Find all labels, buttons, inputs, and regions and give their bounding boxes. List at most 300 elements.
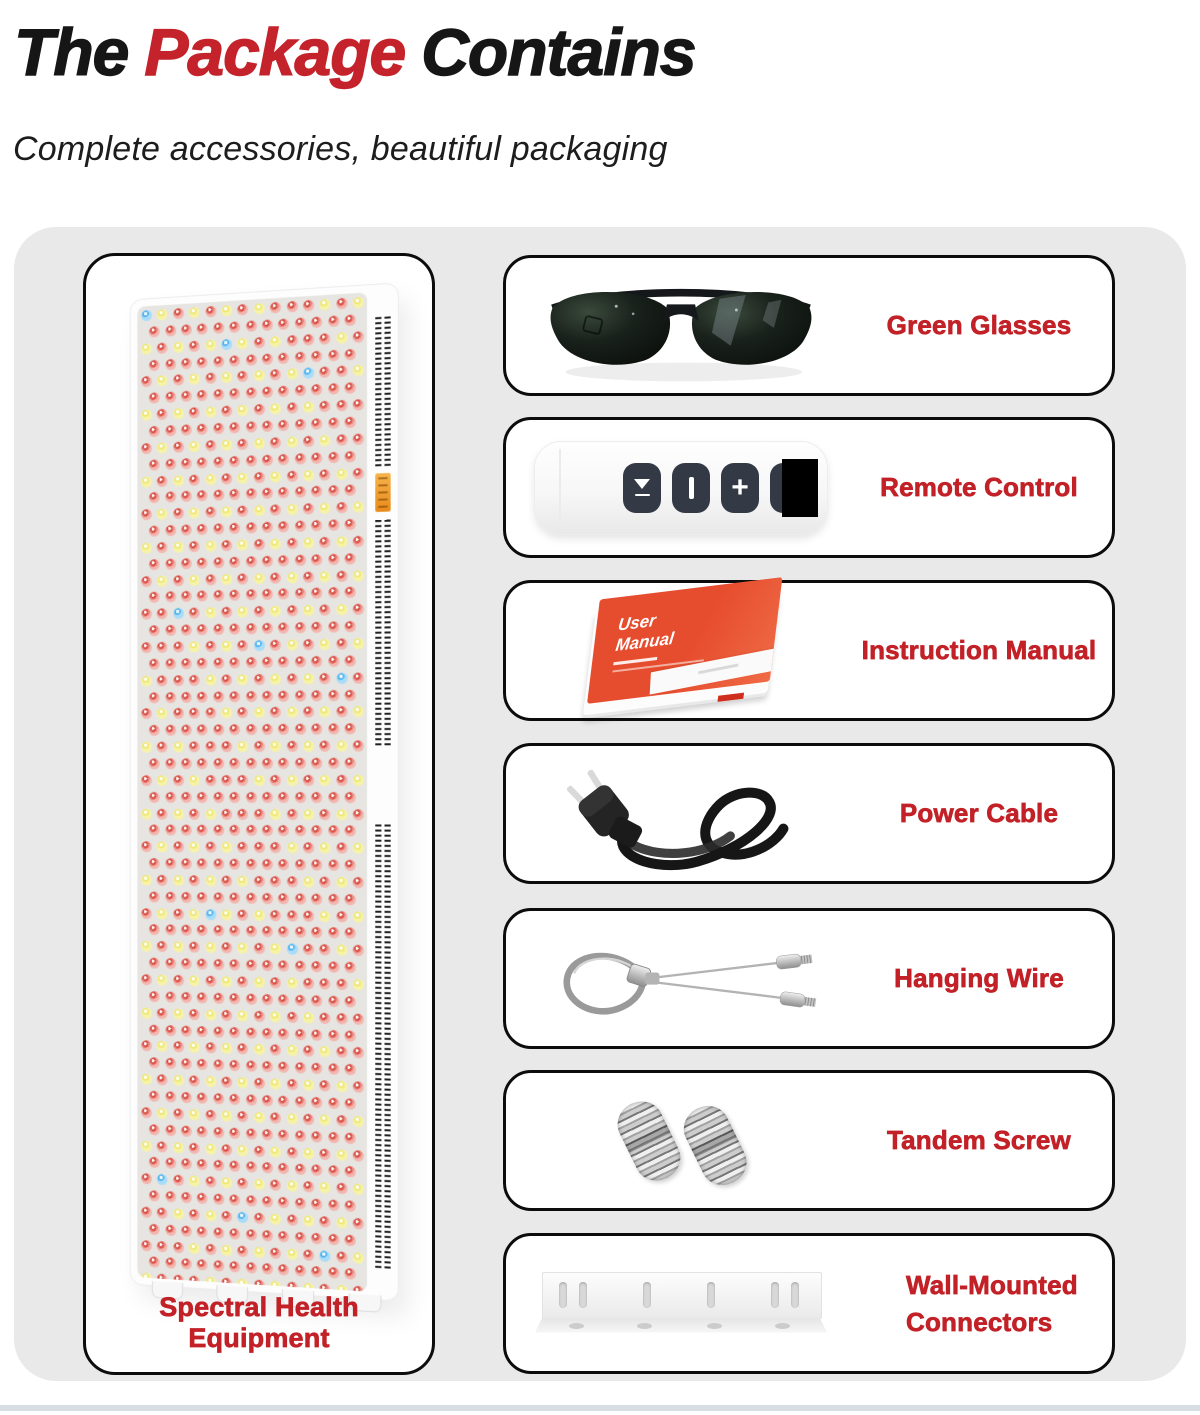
led-dot bbox=[295, 961, 306, 972]
led-dot bbox=[311, 486, 322, 497]
led-dot bbox=[311, 995, 322, 1006]
led-dot bbox=[149, 925, 160, 936]
led-dot bbox=[311, 384, 322, 396]
led-dot bbox=[181, 458, 192, 469]
led-dot bbox=[336, 298, 347, 310]
vent-strip-icon bbox=[375, 824, 390, 1271]
led-dot bbox=[246, 320, 257, 332]
led-dot bbox=[320, 809, 331, 820]
led-dot bbox=[311, 1131, 322, 1143]
led-dot bbox=[205, 574, 216, 585]
led-dot bbox=[295, 1198, 306, 1210]
led-dot bbox=[165, 925, 176, 936]
led-dot bbox=[238, 1144, 249, 1155]
led-dot bbox=[238, 909, 249, 920]
led-dot bbox=[141, 310, 152, 321]
led-dot bbox=[181, 524, 192, 535]
led-dot bbox=[353, 911, 364, 922]
led-dot bbox=[221, 708, 232, 719]
led-dot bbox=[270, 369, 281, 381]
led-dot bbox=[213, 1194, 224, 1206]
led-dot bbox=[295, 588, 306, 599]
led-dot bbox=[238, 506, 249, 517]
led-dot bbox=[287, 809, 298, 820]
led-dot bbox=[295, 1062, 306, 1073]
power-cable-image bbox=[516, 746, 846, 881]
led-dot bbox=[213, 423, 224, 434]
led-dot bbox=[189, 474, 200, 485]
led-dot bbox=[149, 825, 160, 836]
led-dot bbox=[157, 1207, 168, 1218]
title-word-1: The bbox=[14, 15, 129, 89]
led-dot bbox=[287, 572, 298, 583]
led-dot bbox=[221, 842, 232, 853]
led-dot bbox=[149, 1024, 160, 1035]
led-dot bbox=[246, 724, 257, 735]
bracket-hole bbox=[775, 1323, 790, 1329]
led-dot bbox=[165, 1025, 176, 1036]
led-dot bbox=[149, 1091, 160, 1102]
led-dot bbox=[197, 959, 208, 970]
led-dot bbox=[303, 910, 314, 921]
led-dot bbox=[205, 842, 216, 853]
led-dot bbox=[328, 758, 339, 769]
led-dot bbox=[336, 468, 347, 480]
led-dot bbox=[262, 859, 273, 870]
bracket-hole bbox=[637, 1323, 652, 1329]
led-dot bbox=[157, 409, 168, 420]
led-dot bbox=[303, 300, 314, 312]
led-dot bbox=[213, 389, 224, 400]
led-dot bbox=[278, 994, 289, 1005]
led-dot bbox=[238, 472, 249, 483]
led-dot bbox=[165, 958, 176, 969]
led-dot bbox=[270, 572, 281, 583]
led-dot bbox=[353, 1081, 364, 1093]
led-dot bbox=[213, 1227, 224, 1239]
led-dot bbox=[303, 876, 314, 887]
led-dot bbox=[141, 443, 152, 454]
led-dot bbox=[311, 724, 322, 735]
led-dot bbox=[205, 1043, 216, 1054]
led-dot bbox=[157, 1141, 168, 1152]
led-dot bbox=[197, 557, 208, 568]
led-dot bbox=[336, 979, 347, 990]
led-dot bbox=[238, 1010, 249, 1021]
led-dot bbox=[353, 1252, 364, 1264]
led-dot bbox=[295, 1265, 306, 1277]
led-dot bbox=[270, 1180, 281, 1192]
led-dot bbox=[173, 375, 184, 386]
led-dot bbox=[157, 609, 168, 620]
led-dot bbox=[295, 995, 306, 1006]
led-dot bbox=[181, 1159, 192, 1170]
led-dot bbox=[141, 1107, 152, 1118]
led-dot bbox=[221, 1077, 232, 1088]
led-dot bbox=[141, 908, 152, 919]
led-dot bbox=[197, 1226, 208, 1238]
led-dot bbox=[262, 792, 273, 803]
led-dot bbox=[246, 825, 257, 836]
led-dot bbox=[197, 457, 208, 468]
led-dot bbox=[320, 503, 331, 514]
led-dot bbox=[246, 522, 257, 533]
led-dot bbox=[205, 1009, 216, 1020]
led-dot bbox=[303, 1080, 314, 1091]
led-dot bbox=[189, 708, 200, 719]
led-dot bbox=[320, 877, 331, 888]
led-dot bbox=[320, 1182, 331, 1194]
led-dot bbox=[229, 556, 240, 567]
led-dot bbox=[205, 976, 216, 987]
led-dot bbox=[246, 1094, 257, 1105]
led-dot bbox=[311, 1029, 322, 1040]
item-label-hanging-wire: Hanging Wire bbox=[894, 963, 1064, 993]
led-dot bbox=[353, 536, 364, 547]
led-dot bbox=[336, 1285, 347, 1292]
led-dot bbox=[141, 1041, 152, 1052]
led-dot bbox=[303, 978, 314, 989]
led-dot bbox=[353, 365, 364, 377]
led-dot bbox=[238, 1077, 249, 1088]
led-dot bbox=[165, 825, 176, 836]
led-dot bbox=[205, 607, 216, 618]
led-dot bbox=[157, 475, 168, 486]
led-dot bbox=[353, 843, 364, 854]
led-dot bbox=[141, 1240, 152, 1251]
led-dot bbox=[287, 1045, 298, 1056]
led-dot bbox=[345, 314, 356, 326]
item-card-remote-control bbox=[503, 417, 1115, 558]
led-dot bbox=[165, 625, 176, 636]
led-dot bbox=[205, 1143, 216, 1154]
led-dot bbox=[246, 1027, 257, 1038]
led-dot bbox=[221, 741, 232, 752]
led-dot bbox=[246, 556, 257, 567]
led-dot bbox=[165, 1125, 176, 1136]
led-dot bbox=[141, 343, 152, 354]
led-dot bbox=[197, 825, 208, 836]
led-dot bbox=[287, 639, 298, 650]
led-dot bbox=[205, 875, 216, 886]
led-dot bbox=[141, 642, 152, 653]
led-dot bbox=[254, 977, 265, 988]
led-dot bbox=[270, 606, 281, 617]
led-dot bbox=[311, 452, 322, 464]
led-dot bbox=[353, 1047, 364, 1059]
led-dot bbox=[229, 1261, 240, 1273]
led-dot bbox=[173, 642, 184, 653]
led-dot bbox=[328, 690, 339, 701]
led-dot bbox=[165, 758, 176, 769]
led-dot bbox=[295, 758, 306, 769]
led-dot bbox=[303, 842, 314, 853]
vent-strip-icon bbox=[375, 316, 390, 467]
led-dot bbox=[221, 1177, 232, 1188]
led-dot bbox=[278, 1096, 289, 1107]
led-dot bbox=[246, 960, 257, 971]
led-dot bbox=[165, 1091, 176, 1102]
led-dot bbox=[197, 624, 208, 635]
led-dot bbox=[205, 540, 216, 551]
led-dot bbox=[173, 908, 184, 919]
led-dot bbox=[205, 641, 216, 652]
led-dot bbox=[320, 1148, 331, 1160]
led-dot bbox=[181, 925, 192, 936]
led-dot bbox=[205, 1243, 216, 1255]
led-dot bbox=[270, 910, 281, 921]
led-dot bbox=[229, 993, 240, 1004]
led-dot bbox=[278, 724, 289, 735]
led-dot bbox=[270, 842, 281, 853]
led-dot bbox=[353, 1013, 364, 1024]
led-dot bbox=[353, 1150, 364, 1162]
led-dot bbox=[189, 1142, 200, 1153]
led-dot bbox=[197, 691, 208, 702]
equipment-caption: Spectral Health Equipment bbox=[159, 1292, 359, 1353]
led-dot bbox=[141, 841, 152, 852]
led-dot bbox=[336, 1013, 347, 1024]
led-dot bbox=[336, 536, 347, 547]
remote-control-image bbox=[516, 420, 846, 555]
led-dot bbox=[278, 318, 289, 330]
led-dot bbox=[311, 656, 322, 667]
led-dot bbox=[246, 1195, 257, 1207]
led-dot bbox=[262, 994, 273, 1005]
led-dot bbox=[345, 1132, 356, 1144]
led-dot bbox=[173, 508, 184, 519]
led-dot bbox=[353, 1218, 364, 1230]
led-dot bbox=[221, 607, 232, 618]
led-dot bbox=[270, 977, 281, 988]
led-dot bbox=[262, 960, 273, 971]
led-dot bbox=[320, 401, 331, 413]
led-dot bbox=[278, 758, 289, 769]
led-dot bbox=[345, 553, 356, 564]
led-dot bbox=[254, 337, 265, 349]
hanging-wire-image bbox=[516, 911, 846, 1046]
led-dot bbox=[328, 792, 339, 803]
led-dot bbox=[345, 758, 356, 769]
led-dot bbox=[320, 1250, 331, 1262]
led-dot bbox=[303, 1147, 314, 1159]
led-dot bbox=[165, 458, 176, 469]
led-dot bbox=[157, 342, 168, 353]
led-dot bbox=[345, 1234, 356, 1246]
led-dot bbox=[287, 402, 298, 414]
equipment-panel bbox=[131, 283, 398, 1300]
led-dot bbox=[189, 1209, 200, 1220]
led-dot bbox=[320, 367, 331, 379]
led-dot bbox=[336, 809, 347, 820]
led-grid bbox=[137, 292, 367, 1291]
led-dot bbox=[287, 504, 298, 515]
led-dot bbox=[213, 356, 224, 368]
led-dot bbox=[246, 1162, 257, 1174]
led-dot bbox=[278, 352, 289, 364]
led-dot bbox=[262, 657, 273, 668]
led-dot bbox=[311, 1266, 322, 1278]
bracket-slot bbox=[643, 1282, 651, 1308]
led-dot bbox=[141, 1007, 152, 1018]
instruction-manual-image bbox=[516, 583, 846, 718]
led-dot bbox=[165, 492, 176, 503]
led-dot bbox=[336, 502, 347, 514]
led-dot bbox=[262, 353, 273, 365]
led-dot bbox=[141, 941, 152, 952]
led-dot bbox=[181, 992, 192, 1003]
led-dot bbox=[213, 1026, 224, 1037]
led-dot bbox=[262, 1061, 273, 1072]
led-dot bbox=[345, 382, 356, 394]
led-dot bbox=[336, 604, 347, 615]
led-dot bbox=[278, 589, 289, 600]
led-dot bbox=[221, 1110, 232, 1121]
led-dot bbox=[205, 775, 216, 786]
led-dot bbox=[328, 1165, 339, 1177]
led-dot bbox=[181, 691, 192, 702]
led-dot bbox=[311, 927, 322, 938]
led-dot bbox=[221, 305, 232, 317]
led-dot bbox=[141, 742, 152, 753]
led-dot bbox=[328, 383, 339, 395]
led-dot bbox=[189, 741, 200, 752]
led-dot bbox=[320, 1046, 331, 1057]
led-dot bbox=[213, 758, 224, 769]
led-dot bbox=[149, 958, 160, 969]
led-dot bbox=[254, 876, 265, 887]
led-dot bbox=[197, 658, 208, 669]
led-dot bbox=[345, 792, 356, 803]
led-dot bbox=[149, 991, 160, 1002]
led-dot bbox=[303, 537, 314, 548]
led-dot bbox=[149, 492, 160, 503]
led-dot bbox=[189, 441, 200, 452]
led-dot bbox=[221, 338, 232, 350]
led-dot bbox=[181, 491, 192, 502]
led-dot bbox=[229, 590, 240, 601]
led-dot bbox=[311, 1199, 322, 1211]
led-dot bbox=[320, 978, 331, 989]
led-dot bbox=[270, 640, 281, 651]
led-dot bbox=[287, 1180, 298, 1192]
led-dot bbox=[287, 944, 298, 955]
led-dot bbox=[278, 1197, 289, 1209]
led-dot bbox=[189, 909, 200, 920]
led-dot bbox=[336, 1081, 347, 1093]
led-dot bbox=[303, 402, 314, 414]
led-dot bbox=[205, 1210, 216, 1222]
led-dot bbox=[328, 996, 339, 1007]
manual-cover-title: User Manual bbox=[614, 610, 675, 656]
led-dot bbox=[295, 792, 306, 803]
led-dot bbox=[262, 522, 273, 533]
led-dot bbox=[173, 1108, 184, 1119]
led-dot bbox=[353, 945, 364, 956]
led-dot bbox=[221, 1010, 232, 1021]
led-dot bbox=[278, 859, 289, 870]
led-dot bbox=[238, 876, 249, 887]
led-dot bbox=[336, 911, 347, 922]
led-dot bbox=[189, 407, 200, 418]
led-dot bbox=[295, 419, 306, 431]
led-dot bbox=[221, 976, 232, 987]
led-dot bbox=[157, 509, 168, 520]
led-dot bbox=[173, 1008, 184, 1019]
led-dot bbox=[238, 405, 249, 417]
led-dot bbox=[320, 571, 331, 582]
led-dot bbox=[165, 725, 176, 736]
led-dot bbox=[262, 387, 273, 399]
led-dot bbox=[213, 1261, 224, 1273]
led-dot bbox=[320, 435, 331, 447]
led-dot bbox=[311, 859, 322, 870]
led-dot bbox=[270, 471, 281, 482]
led-dot bbox=[311, 350, 322, 362]
led-dot bbox=[262, 454, 273, 465]
led-dot bbox=[353, 501, 364, 513]
led-dot bbox=[320, 775, 331, 786]
led-dot bbox=[165, 1224, 176, 1235]
led-dot bbox=[254, 471, 265, 482]
led-dot bbox=[181, 324, 192, 336]
led-dot bbox=[254, 303, 265, 315]
led-dot bbox=[141, 509, 152, 520]
led-dot bbox=[221, 641, 232, 652]
led-dot bbox=[141, 1173, 152, 1184]
led-dot bbox=[303, 1181, 314, 1193]
led-dot bbox=[295, 1164, 306, 1176]
led-dot bbox=[173, 575, 184, 586]
led-dot bbox=[141, 1206, 152, 1217]
item-label-wall-mounted-connectors bbox=[858, 1236, 1100, 1371]
led-dot bbox=[278, 1231, 289, 1243]
led-dot bbox=[229, 859, 240, 870]
led-dot bbox=[181, 1259, 192, 1271]
led-dot bbox=[205, 507, 216, 518]
item-label-remote-control: Remote Control bbox=[880, 472, 1078, 502]
led-dot bbox=[238, 1044, 249, 1055]
led-dot bbox=[238, 337, 249, 349]
led-dot bbox=[173, 1142, 184, 1153]
led-dot bbox=[157, 375, 168, 386]
led-dot bbox=[149, 592, 160, 603]
led-dot bbox=[141, 410, 152, 421]
led-dot bbox=[229, 724, 240, 735]
led-dot bbox=[238, 1245, 249, 1257]
led-dot bbox=[157, 708, 168, 719]
led-dot bbox=[336, 1047, 347, 1058]
led-dot bbox=[181, 357, 192, 368]
led-dot bbox=[229, 691, 240, 702]
led-dot bbox=[213, 490, 224, 501]
led-dot bbox=[165, 991, 176, 1002]
item-label-power-cable: Power Cable bbox=[899, 798, 1059, 828]
led-dot bbox=[345, 519, 356, 530]
led-dot bbox=[213, 993, 224, 1004]
led-dot bbox=[303, 368, 314, 380]
led-dot bbox=[149, 359, 160, 370]
bracket-hole bbox=[707, 1323, 722, 1329]
led-dot bbox=[229, 792, 240, 803]
led-dot bbox=[278, 960, 289, 971]
led-dot bbox=[149, 426, 160, 437]
item-card-instruction-manual bbox=[503, 580, 1115, 721]
ir-window-icon bbox=[782, 459, 818, 517]
led-dot bbox=[262, 825, 273, 836]
led-dot bbox=[320, 843, 331, 854]
led-dot bbox=[141, 974, 152, 985]
